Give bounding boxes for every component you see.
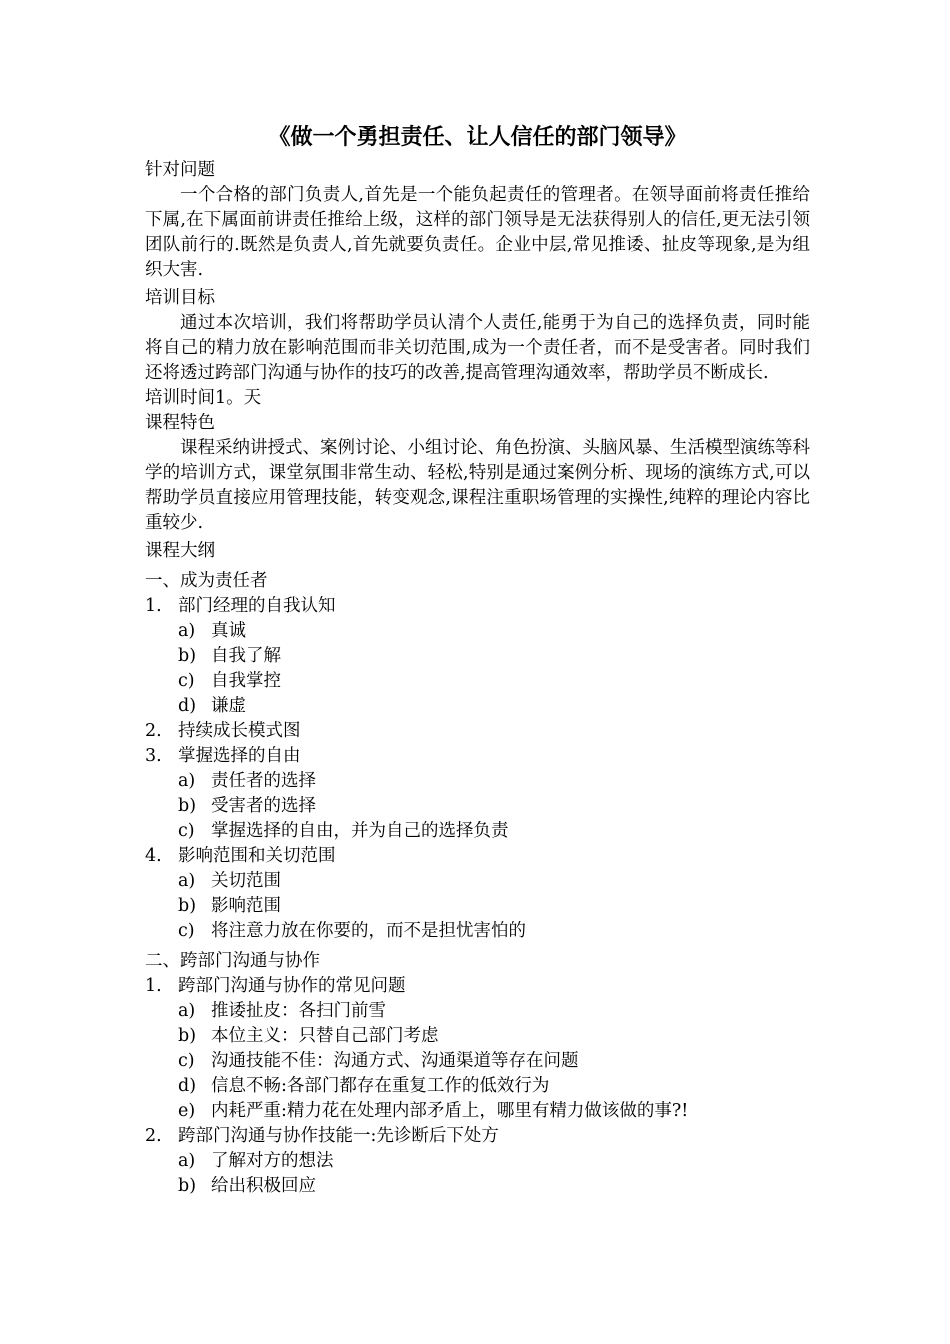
- outline-subitem: [145, 894, 810, 919]
- outline-subitem: [145, 919, 810, 944]
- outline-subitem-letter: c): [178, 671, 195, 691]
- outline-subitem: [145, 1174, 810, 1199]
- outline-subitem-letter: d): [178, 696, 197, 716]
- outline-subitem-text: 将注意力放在你要的，而不是担忧害怕的: [211, 921, 526, 941]
- outline-item: [145, 719, 810, 744]
- outline-subitem-letter: b): [178, 1176, 197, 1196]
- outline-item: [145, 974, 810, 999]
- outline-item-text: 持续成长模式图: [178, 721, 301, 741]
- outline-subitem-text: 自我了解: [211, 646, 281, 666]
- outline-subitem: [145, 794, 810, 819]
- outline-subitem: [145, 1149, 810, 1174]
- training-time-heading: 培训时间: [145, 388, 215, 408]
- outline-item-number: 3.: [145, 746, 162, 766]
- outline-item: [145, 744, 810, 769]
- outline-item-text: 部门经理的自我认知: [178, 596, 336, 616]
- outline-subitem: [145, 769, 810, 794]
- outline-subitem-text: 了解对方的想法: [211, 1151, 334, 1171]
- outline-item: [145, 594, 810, 619]
- outline-subitem-letter: c): [178, 821, 195, 841]
- outline-subitem-letter: c): [178, 1051, 195, 1071]
- document-title: 《做一个勇担责任、让人信任的部门领导》: [268, 125, 687, 150]
- outline-item-text: 跨部门沟通与协作的常见问题: [178, 976, 406, 996]
- outline-item-number: 2.: [145, 721, 162, 741]
- outline-subitem-text: 信息不畅:各部门都存在重复工作的低效行为: [211, 1076, 550, 1096]
- outline-subitem-letter: b): [178, 796, 197, 816]
- outline-subitem-letter: a): [178, 871, 196, 891]
- outline-item-number: 1.: [145, 976, 162, 996]
- outline-subitem-text: 责任者的选择: [211, 771, 316, 791]
- outline-item-text: 掌握选择的自由: [178, 746, 301, 766]
- outline-item: [145, 1124, 810, 1149]
- outline-subitem-letter: d): [178, 1076, 197, 1096]
- outline-subitem-text: 影响范围: [211, 896, 281, 916]
- outline-item-text: 跨部门沟通与协作技能一:先诊断后下处方: [178, 1126, 499, 1146]
- outline-subitem-text: 本位主义：只替自己部门考虑: [211, 1026, 439, 1046]
- outline-subitem: [145, 1074, 810, 1099]
- outline-heading: 课程大纲: [145, 541, 215, 561]
- outline-subitem: [145, 619, 810, 644]
- outline-subitem-text: 自我掌控: [211, 671, 281, 691]
- outline-subitem-text: 给出积极回应: [211, 1176, 316, 1196]
- outline-subitem: [145, 819, 810, 844]
- outline-subitem: [145, 1024, 810, 1049]
- outline-subitem-letter: b): [178, 896, 197, 916]
- training-time-value: 1。天: [215, 388, 262, 408]
- outline-section-title: 一、成为责任者: [145, 571, 268, 591]
- outline-subitem-text: 谦虚: [211, 696, 246, 716]
- outline-subitem: [145, 999, 810, 1024]
- outline-subitem: [145, 1099, 810, 1124]
- outline-subitem-letter: c): [178, 921, 195, 941]
- outline-subitem-text: 推诿扯皮：各扫门前雪: [211, 1001, 386, 1021]
- features-paragraph: 课程采纳讲授式、案例讨论、小组讨论、角色扮演、头脑风暴、生活模型演练等科学的培训方式，课堂氛围非常生动、轻松,特别是通过案例分析、现场的演练方式,可以帮助学员直接应用管理技能，转变观念,课程注重职场管理的实操性,纯粹的理论内容比重较少.: [145, 438, 810, 533]
- outline-subitem-letter: a): [178, 1151, 196, 1171]
- outline-item-number: 1.: [145, 596, 162, 616]
- training-time-line: [145, 386, 810, 411]
- outline-subitem: [145, 869, 810, 894]
- outline-subitem: [145, 1049, 810, 1074]
- outline-subitem-letter: b): [178, 1026, 197, 1046]
- outline-section-title: 二、跨部门沟通与协作: [145, 951, 320, 971]
- outline-subitem-text: 真诚: [211, 621, 246, 641]
- outline-item-text: 影响范围和关切范围: [178, 846, 336, 866]
- outline-subitem-text: 关切范围: [211, 871, 281, 891]
- features-heading: 课程特色: [145, 413, 215, 433]
- outline-subitem-text: 内耗严重:精力花在处理内部矛盾上，哪里有精力做该做的事?!: [211, 1101, 689, 1121]
- outline-subitem-letter: a): [178, 621, 196, 641]
- goal-paragraph: 通过本次培训，我们将帮助学员认清个人责任,能勇于为自己的选择负责，同时能将自己的精力放在影响范围而非关切范围,成为一个责任者，而不是受害者。同时我们还将透过跨部门沟通与协作的技巧的改善,提高管理沟通效率，帮助学员不断成长.: [145, 313, 810, 383]
- outline-subitem-text: 掌握选择的自由，并为自己的选择负责: [211, 821, 509, 841]
- outline-list: [145, 569, 810, 1199]
- outline-subitem: [145, 694, 810, 719]
- outline-subitem-letter: a): [178, 1001, 196, 1021]
- problem-paragraph: 一个合格的部门负责人,首先是一个能负起责任的管理者。在领导面前将责任推给下属,在下属面前讲责任推给上级，这样的部门领导是无法获得别人的信任,更无法引领团队前行的.既然是负责人,首先就要负责任。企业中层,常见推诿、扯皮等现象,是为组织大害.: [145, 185, 810, 280]
- outline-subitem-text: 受害者的选择: [211, 796, 316, 816]
- outline-item-number: 2.: [145, 1126, 162, 1146]
- outline-subitem-letter: a): [178, 771, 196, 791]
- outline-subitem: [145, 644, 810, 669]
- outline-item: [145, 844, 810, 869]
- outline-subitem-letter: e): [178, 1101, 196, 1121]
- outline-item-number: 4.: [145, 846, 162, 866]
- outline-subitem: [145, 669, 810, 694]
- document-page: [145, 118, 810, 1199]
- goal-heading: 培训目标: [145, 288, 215, 308]
- outline-subitem-letter: b): [178, 646, 197, 666]
- outline-subitem-text: 沟通技能不佳：沟通方式、沟通渠道等存在问题: [211, 1051, 579, 1071]
- problem-heading: 针对问题: [145, 160, 215, 180]
